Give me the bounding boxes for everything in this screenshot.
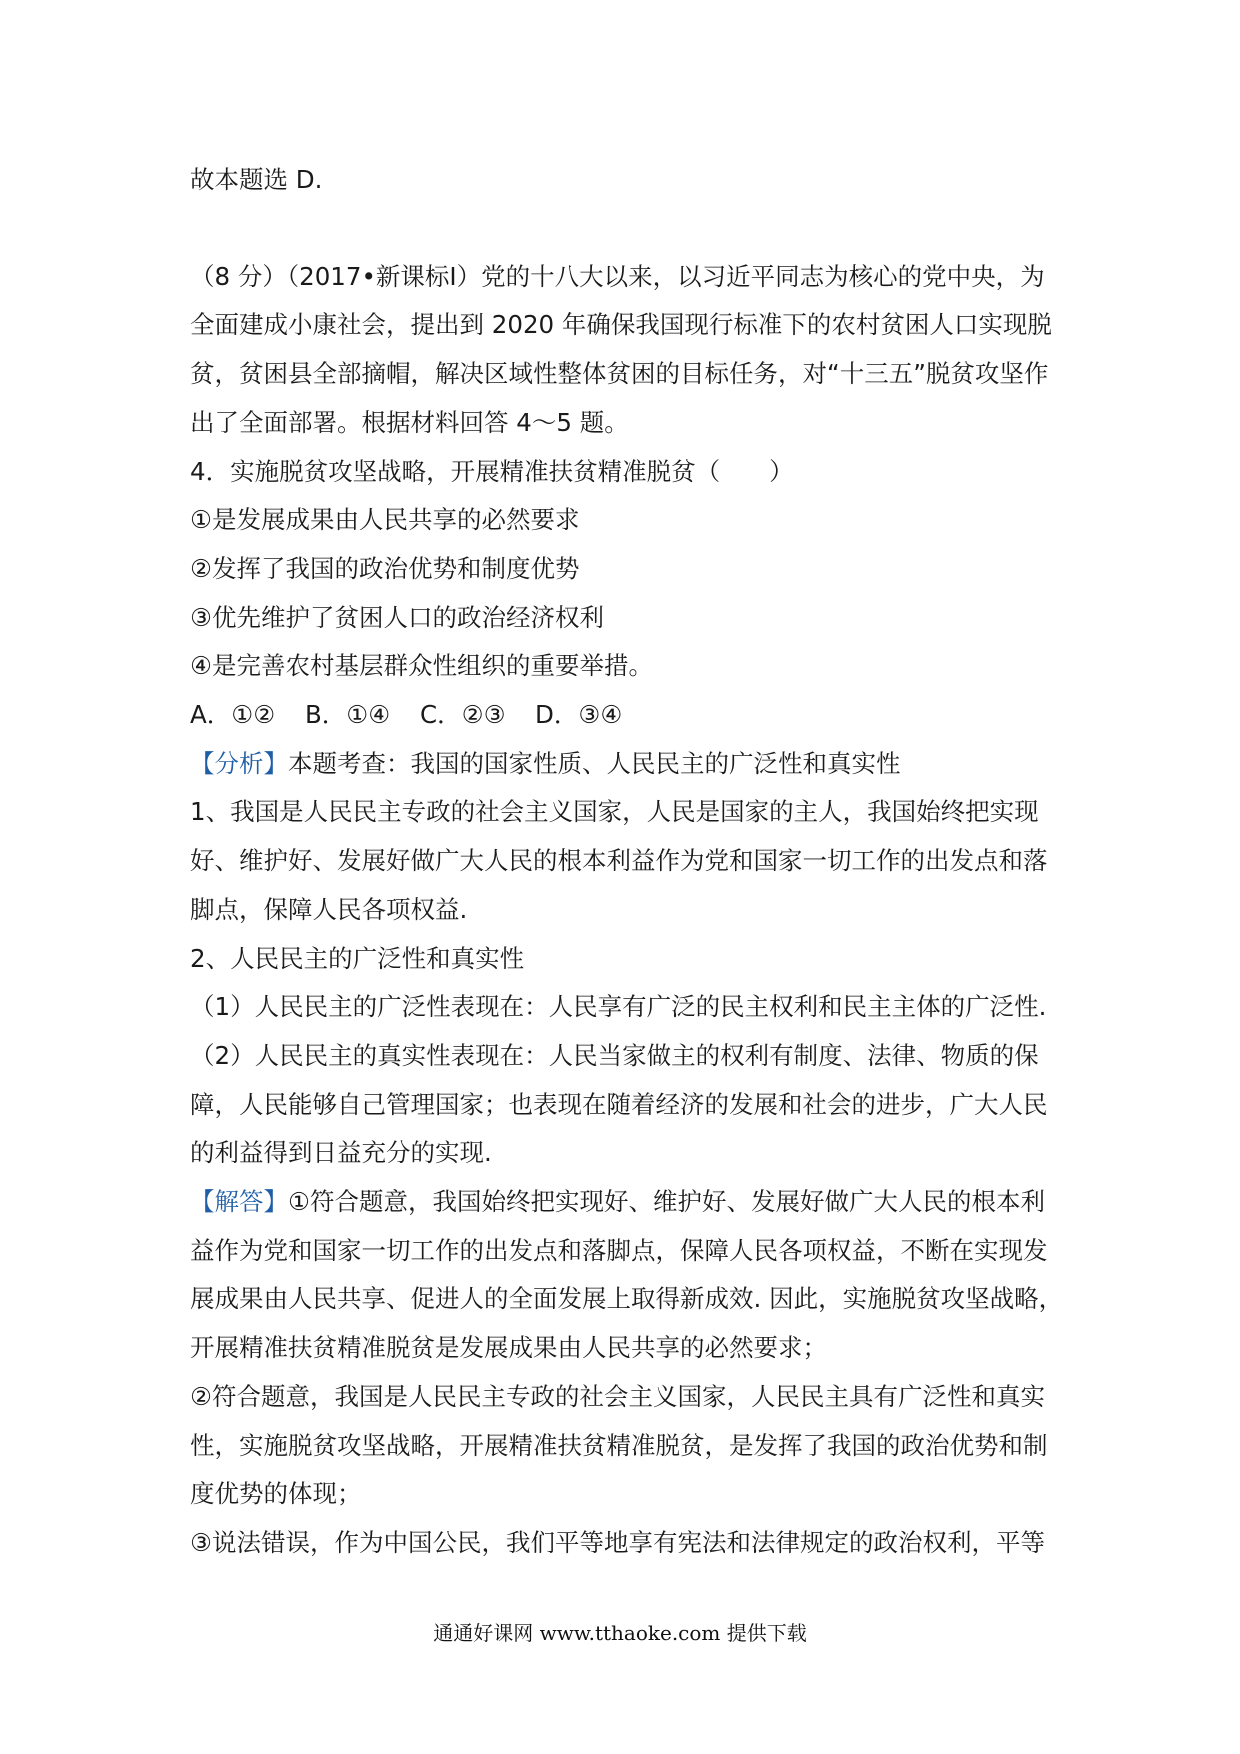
question-stem: 4．实施脱贫攻坚战略，开展精准扶贫精准脱贫（ ） xyxy=(190,456,794,486)
answer-first: ①符合题意，我国始终把实现好、维护好、发展好做广大人民的根本利 xyxy=(288,1187,1045,1217)
option-a: A．①② xyxy=(190,700,276,730)
analysis-line-6: （2）人民民主的真实性表现在：人民当家做主的权利有制度、法律、物质的保 xyxy=(190,1040,1039,1070)
analysis-intro: 本题考查：我国的国家性质、人民民主的广泛性和真实性 xyxy=(288,748,901,778)
answer-line-4: ②符合题意，我国是人民民主专政的社会主义国家，人民民主具有广泛性和真实 xyxy=(190,1381,1045,1411)
material-line-2: 全面建成小康社会，提出到 2020 年确保我国现行标准下的农村贫困人口实现脱 xyxy=(190,310,1052,340)
analysis-heading xyxy=(190,740,1060,789)
answer-line-7: ③说法错误，作为中国公民，我们平等地享有宪法和法律规定的政治权利，平等 xyxy=(190,1527,1045,1557)
option-c: C．②③ xyxy=(420,700,506,730)
previous-answer-line: 故本题选 D. xyxy=(190,165,323,194)
analysis-line-1: 1、我国是人民民主专政的社会主义国家，人民是国家的主人，我国始终把实现 xyxy=(190,797,1039,827)
page-footer: 通通好课网 www.tthaoke.com 提供下载 xyxy=(433,1621,807,1645)
material-line-3: 贫，贫困县全部摘帽，解决区域性整体贫困的目标任务，对“十三五”脱贫攻坚作 xyxy=(190,359,1049,389)
document-body xyxy=(190,156,1064,1568)
statement-1: ①是发展成果由人民共享的必然要求 xyxy=(190,505,580,535)
statement-3: ③优先维护了贫困人口的政治经济权利 xyxy=(190,602,604,632)
option-b: B．①④ xyxy=(305,700,391,730)
analysis-line-4: 2、人民民主的广泛性和真实性 xyxy=(190,943,525,973)
answer-line-2: 展成果由人民共享、促进人的全面发展上取得新成效. 因此，实施脱贫攻坚战略， xyxy=(190,1284,1064,1314)
option-d: D．③④ xyxy=(535,700,623,730)
material-line-4: 出了全面部署。根据材料回答 4～5 题。 xyxy=(190,407,629,437)
answer-line-5: 性，实施脱贫攻坚战略，开展精准扶贫精准脱贫，是发挥了我国的政治优势和制 xyxy=(190,1430,1048,1460)
answer-line-6: 度优势的体现； xyxy=(190,1479,362,1509)
answer-line-3: 开展精准扶贫精准脱贫是发展成果由人民共享的必然要求； xyxy=(190,1333,827,1363)
statement-2: ②发挥了我国的政治优势和制度优势 xyxy=(190,553,580,583)
statement-4: ④是完善农村基层群众性组织的重要举措。 xyxy=(190,651,653,681)
analysis-tag: 【分析】 xyxy=(190,748,288,778)
analysis-line-8: 的利益得到日益充分的实现. xyxy=(190,1138,492,1168)
analysis-line-7: 障，人民能够自己管理国家；也表现在随着经济的发展和社会的进步，广大人民 xyxy=(190,1089,1048,1119)
analysis-line-3: 脚点，保障人民各项权益. xyxy=(190,894,468,924)
analysis-line-5: （1）人民民主的广泛性表现在：人民享有广泛的民主权利和民主主体的广泛性. xyxy=(190,992,1047,1022)
blank-gap xyxy=(190,205,1060,253)
analysis-line-2: 好、维护好、发展好做广大人民的根本利益作为党和国家一切工作的出发点和落 xyxy=(190,846,1048,876)
material-line-1: （8 分）（2017•新课标Ⅰ）党的十八大以来，以习近平同志为核心的党中央，为 xyxy=(190,261,1045,291)
answer-options xyxy=(190,691,1060,740)
answer-tag: 【解答】 xyxy=(190,1187,288,1217)
answer-line-1: 益作为党和国家一切工作的出发点和落脚点，保障人民各项权益，不断在实现发 xyxy=(190,1235,1048,1265)
answer-heading xyxy=(190,1178,1060,1227)
